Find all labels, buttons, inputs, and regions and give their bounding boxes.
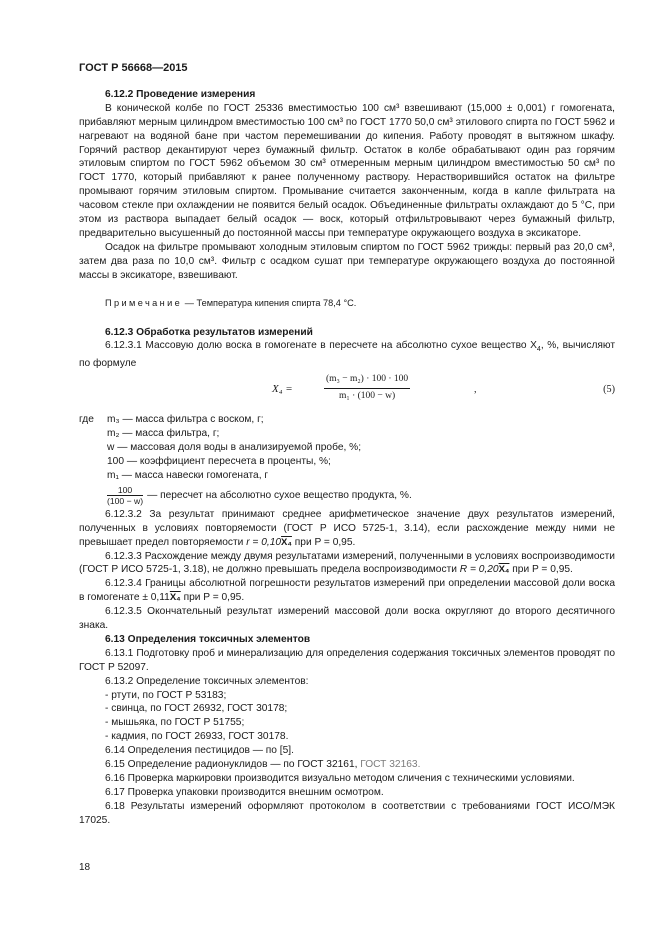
page-number: 18 (79, 862, 91, 873)
paragraph: 6.17 Проверка упаковки производится внешним осмотром. (105, 786, 384, 798)
formula-denominator: m₁ · (100 − w) (339, 391, 396, 402)
definitions (79, 413, 615, 508)
section-title-6-13: 6.13 Определения токсичных элементов (105, 633, 311, 645)
paragraph: 6.12.3.2 За результат принимают среднее арифметическое значение двух результатов измерений, полученных в условиях повторяемости (ГОСТ Р ИСО 5725-1, 3.14), если расхождение между ними не превышает предел повторяемости r = 0,10X₄ при P = 0,95. (79, 508, 615, 548)
document-header: ГОСТ Р 56668—2015 (79, 62, 188, 74)
formula-number: (5) (603, 384, 615, 396)
paragraph: 6.15 Определение радионуклидов — по ГОСТ 32161, ГОСТ 32163. (105, 759, 421, 771)
paragraph: В конической колбе по ГОСТ 25336 вместимостью 100 см³ взвешивают (15,000 ± 0,001) г гомогената, прибавляют мерным цилиндром вместимостью 100 см³ по ГОСТ 1770 50,0 см³ этилового спирта по ГОСТ 5962 и нагревают на водяной бане при частом перемешивании до кипения. Работу проводят в вытяжном шкафу. Горячий раствор декантируют через бумажный фильтр. Остаток в колбе обрабатывают один раз горячим этиловым спиртом по ГОСТ 5962 объемом 30 см³ отмеренным мерным цилиндром вместимостью 50 см³ по ГОСТ 1770, который прибавляют к ранее полученному раствору. Нерастворившийся остаток на фильтре промывают горячим этиловым спиртом. Промывание считается законченным, когда в капле фильтрата на часовом стекле при охлаждении не появится белый осадок. Объединенные фильтраты охлаждают до 5 °С, при этом из раствора выпадает белый осадок — воск, который отфильтровывают через бумажный фильтр, предварительно высушенный до постоянной массы при температуре окружающего воздуха в эксикаторе. (79, 102, 615, 239)
formula-lhs: X₄ = (272, 383, 293, 396)
note (105, 297, 615, 311)
paragraph: 6.13.1 Подготовку проб и минерализацию для определения содержания токсичных элементов проводят по ГОСТ Р 52097. (79, 647, 615, 673)
paragraph: 6.12.3.4 Границы абсолютной погрешности результатов измерений при определении массовой доли воска в гомогенате ± 0,11X₄ при P = 0,95. (79, 578, 615, 604)
mean-symbol: X₄ (281, 536, 292, 548)
list-item: - ртути, по ГОСТ Р 53183; (105, 689, 227, 701)
mean-symbol: X₄ (169, 592, 181, 604)
standard-reference: ГОСТ 32163. (360, 759, 421, 771)
formula-5 (79, 373, 615, 407)
definition-item: w — массовая доля воды в анализируемой пробе, %; (107, 442, 362, 454)
section-title-6-12-3: 6.12.3 Обработка результатов измерений (105, 326, 313, 338)
paragraph: 6.14 Определения пестицидов — по [5]. (105, 745, 294, 757)
note-label: Примечание (105, 297, 183, 308)
paragraph: 6.16 Проверка маркировки производится визуально методом сличения с техническими условиями. (105, 773, 575, 784)
formula-numerator: (m₃ − m₂) · 100 · 100 (324, 373, 410, 389)
section-title-6-12-2: 6.12.2 Проведение измерения (105, 88, 256, 100)
note-text: — Температура кипения спирта 78,4 °С. (184, 297, 357, 308)
formula-comma: , (474, 384, 477, 396)
definition-item: m₁ — масса навески гомогената, г (107, 469, 269, 481)
where-label: где (79, 414, 94, 426)
paragraph: 6.13.2 Определение токсичных элементов: (105, 675, 309, 687)
mini-fraction: $\frac{100}{(100 - w)}$ (107, 484, 144, 506)
list-item: - свинца, по ГОСТ 26932, ГОСТ 30178; (105, 703, 288, 715)
paragraph: 6.18 Результаты измерений оформляют протоколом в соответствии с требованиями ГОСТ ИСО/МЭК 17025. (79, 800, 615, 826)
paragraph: 6.12.3.3 Расхождение между двумя результатами измерений, полученными в условиях воспроизводимости (ГОСТ Р ИСО 5725-1, 3.18), не должно превышать предела воспроизводимости R = 0,20X₄ при P = 0,95. (79, 550, 615, 576)
definition-fraction-row: $\frac{100}{(100 - w)}$ — пересчет на абсолютно сухое вещество продукта, %. (107, 484, 412, 506)
mean-symbol: X₄ (498, 564, 510, 576)
paragraph: 6.12.3.1 Массовую долю воска в гомогенате в пересчете на абсолютно сухое вещество $X_4$, %, вычисляют по формуле (79, 340, 615, 370)
definition-item: m₂ — масса фильтра, г; (107, 428, 220, 440)
formula-fraction (324, 373, 410, 404)
list-item: - мышьяка, по ГОСТ Р 51755; (105, 717, 245, 729)
paragraph: Осадок на фильтре промывают холодным этиловым спиртом по ГОСТ 5962 трижды: первый раз 20,0 см³, затем два раза по 10,0 см³. Фильтр с осадком сушат при температуре окружающего воздуха до постоянной массы в эксикаторе, взвешивают. (79, 241, 615, 281)
paragraph: 6.12.3.5 Окончательный результат измерений массовой доли воска округляют до второго десятичного знака. (79, 606, 615, 632)
document-page (79, 62, 615, 828)
definition-item: m₃ — масса фильтра с воском, г; (107, 414, 264, 426)
definition-item: 100 — коэффициент пересчета в проценты, %; (107, 455, 331, 467)
list-item: - кадмия, по ГОСТ 26933, ГОСТ 30178. (105, 731, 289, 743)
